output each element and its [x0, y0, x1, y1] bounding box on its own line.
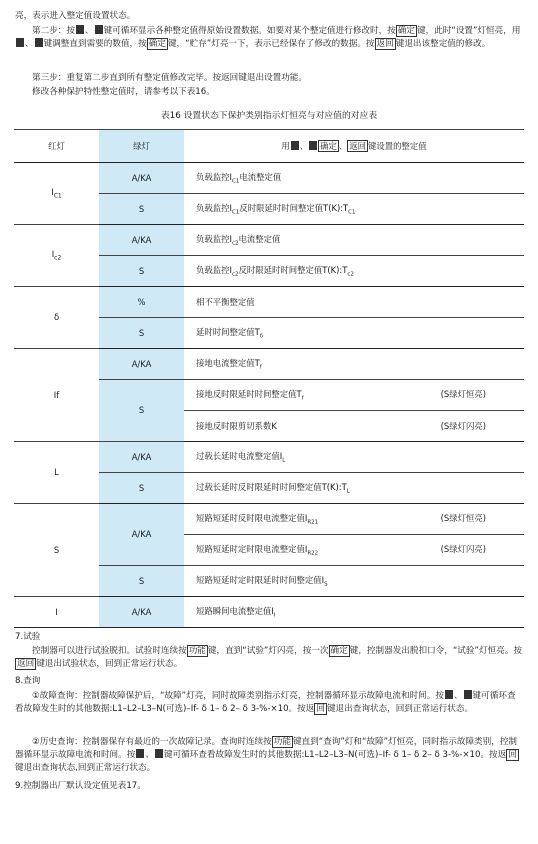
setting-value-cell: 延时时间整定值$T_\delta$	[184, 318, 524, 349]
table-header	[14, 130, 524, 163]
indicator-note: (S绿灯恒亮)	[440, 512, 486, 523]
header-green: 绿灯	[99, 130, 184, 163]
up-key-icon	[16, 38, 24, 47]
indicator-note: (S绿灯闪亮)	[440, 543, 486, 554]
green-light-cell: A/KA	[99, 504, 184, 566]
green-light-cell: S	[99, 194, 184, 225]
up-key-icon	[445, 690, 453, 699]
back-key-label: 返回	[17, 658, 35, 669]
header-red: 红灯	[14, 130, 99, 163]
function-key-label: 功能	[188, 646, 206, 656]
table-row	[14, 504, 524, 535]
setting-value-cell: 负载监控$I_{c2}$电流整定值	[184, 225, 524, 256]
confirm-key-label: 确定	[148, 38, 166, 49]
green-light-cell: S	[99, 380, 184, 442]
table-caption: 表16 设置状态下保护类别指示灯恒亮与对应值的对应表	[160, 111, 378, 121]
setting-value-cell: 短路短延时反时限电流整定值$I_{R21}$ (S绿灯恒亮)	[184, 504, 524, 535]
setting-value-cell: 短路短延时定时限延时时间整定值$I_S$	[184, 566, 524, 597]
setting-value-cell: 负载监控$I_{c2}$反时限延时时间整定值$T(K):T_{c2}$	[184, 256, 524, 287]
green-light-cell: A/KA	[99, 163, 184, 194]
back-key-label: 返回	[376, 38, 394, 49]
setting-value-cell: 短路瞬间电流整定值$I_I$	[184, 597, 524, 628]
setting-value-cell: 过载长延时反时限延时时间整定值$T(K):T_L$	[184, 473, 524, 504]
red-light-cell: If	[14, 349, 99, 442]
sec8-p1: ①故障查询：控制器故障保护后，“故障”灯亮，同时故障类别指示灯亮，控制器循环显示故障电流和时间。按 、 键可循环查看故障发生时的其他数据:L1–L2–L3–N(可选)–If- δ 1– δ 2– δ 3-%-×10。按返 回 键退出查询状态，回到正常运行状态。	[15, 691, 516, 714]
green-light-cell: S	[99, 318, 184, 349]
red-light-cell: S	[14, 504, 99, 597]
down-key-icon	[35, 38, 43, 47]
down-key-icon	[95, 25, 103, 34]
green-light-cell: A/KA	[99, 225, 184, 256]
step3-paragraph: 第三步：重复第二步直到所有整定值修改完毕。按返回键退出设置功能。	[32, 73, 308, 83]
confirm-key-label: 确定	[320, 140, 337, 151]
setting-value-cell: 过载长延时电流整定值$I_L$	[184, 442, 524, 473]
table-row	[14, 349, 524, 380]
up-key-icon	[136, 749, 144, 758]
down-key-icon	[155, 749, 163, 758]
red-light-cell: $I_{c2}$	[14, 225, 99, 287]
red-light-cell: δ	[14, 287, 99, 349]
green-light-cell: S	[99, 256, 184, 287]
setting-value-cell: 相不平衡整定值	[184, 287, 524, 318]
sec7-title: 7.试验	[15, 632, 41, 642]
up-key-icon	[76, 25, 84, 34]
sec8-title: 8.查询	[15, 676, 41, 686]
red-light-cell: $I_{C1}$	[14, 163, 99, 225]
indicator-note: (S绿灯恒亮)	[440, 388, 486, 399]
table-row	[14, 597, 524, 628]
confirm-key-label: 确定	[397, 26, 415, 36]
green-light-cell: %	[99, 287, 184, 318]
setting-value-cell: 接地电流整定值$T_f$	[184, 349, 524, 380]
sec9-title: 9.控制器出厂默认设定值见表17。	[15, 781, 146, 791]
settings-table	[14, 129, 524, 628]
step2-paragraph: 第二步：按 、 键可循环显示各种整定值得原始设置数据。如要对某个整定值进行修改时，按 确定 键，此时“设置”灯恒亮，用、 键调整直到需要的数值，按 确定 键，“贮存”灯亮一下，表示已经保存了修改的数据。按 返回 键退出该整定值的修改。	[15, 25, 524, 51]
green-light-cell: S	[99, 473, 184, 504]
back-key-label: 返回	[349, 140, 366, 151]
table-row	[14, 442, 524, 473]
up-key-icon	[291, 141, 299, 150]
back-key-label: 回	[508, 749, 517, 760]
green-light-cell: A/KA	[99, 442, 184, 473]
table-body	[14, 163, 524, 628]
red-light-cell: I	[14, 597, 99, 628]
header-value: 用 、 确定 、 返回 键设置的整定值	[184, 130, 524, 163]
function-key-label: 功能	[273, 737, 291, 747]
table-tip: 修改各种保护特性整定值时，请参考以下表16。	[32, 87, 215, 97]
setting-value-cell: 负载监控$I_{C1}$电流整定值	[184, 163, 524, 194]
sec8-p2: ②历史查询：控制器保存有最近的一次故障记录。查询时连续按 功能 键直到“查询”灯和“故障”灯恒亮，同时指示故障类别，控制器循环显示故障电流和时间。按 、 键可循环查看故障发生时的其他数据:L1–L2–L3–N(可选)–If- δ 1– δ 2– δ 3-%-×10。按返 回键退出查询状态,回到正常运行状态。	[15, 737, 518, 773]
sec7-body: 控制器可以进行试验脱扣。试验时连续按 功能 键，直到“试验”灯闪亮，按一次 确定 键，控制器发出脱扣口令，“试验”灯恒亮。按返回 键退出试验状态，回到正常运行状态。	[17, 646, 522, 669]
setting-value-cell: 负载监控$I_{C1}$反时限延时时间整定值$T(K):T_{C1}$	[184, 194, 524, 225]
down-key-icon	[464, 690, 472, 699]
indicator-note: (S绿灯闪亮)	[440, 420, 486, 431]
table-row	[14, 287, 524, 318]
table-row	[14, 163, 524, 194]
setting-value-cell: 接地反时限延时时间整定值$T_f$ (S绿灯恒亮)	[184, 380, 524, 411]
back-key-label: 回	[316, 703, 325, 714]
setting-value-cell: 接地反时限剪切系数K (S绿灯闪亮)	[184, 411, 524, 442]
red-light-cell: L	[14, 442, 99, 504]
setting-value-cell: 短路短延时定时限电流整定值$I_{R22}$ (S绿灯闪亮)	[184, 535, 524, 566]
green-light-cell: A/KA	[99, 349, 184, 380]
intro-line: 亮，表示进入整定值设置状态。	[15, 11, 136, 21]
green-light-cell: S	[99, 566, 184, 597]
down-key-icon	[309, 141, 317, 150]
confirm-key-label: 确定	[330, 646, 348, 656]
table-row	[14, 225, 524, 256]
green-light-cell: A/KA	[99, 597, 184, 628]
